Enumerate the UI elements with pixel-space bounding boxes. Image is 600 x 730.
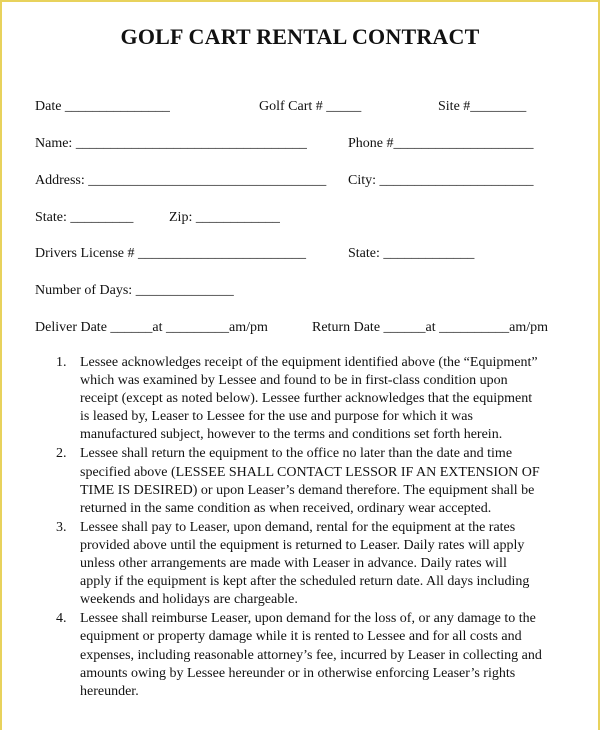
license-state-field[interactable]: State: _____________ (348, 246, 475, 261)
term-line: TIME IS DESIRED) or upon Leaser’s demand therefore. The equipment shall be (80, 482, 535, 498)
term-item (48, 354, 578, 444)
term-line: returned in the same condition as when received, ordinary wear accepted. (80, 500, 492, 516)
deliver-date-field[interactable]: Deliver Date ______at _________am/pm (35, 320, 268, 335)
city-field[interactable]: City: ______________________ (348, 173, 534, 188)
term-item (48, 445, 578, 517)
address-field[interactable]: Address: __________________________________ (35, 173, 327, 188)
term-line: receipt (except as noted below). Lessee further acknowledges that the equipment (80, 391, 533, 407)
term-item (48, 519, 578, 609)
term-line: expenses, including reasonable attorney’s fee, incurred by Leaser in collecting and (80, 647, 542, 663)
terms-list (48, 354, 578, 702)
golf-cart-field[interactable]: Golf Cart # _____ (259, 99, 362, 114)
term-line: specified above (LESSEE SHALL CONTACT LESSOR IF AN EXTENSION OF (80, 464, 540, 480)
term-line: Lessee shall return the equipment to the office no later than the date and time (80, 446, 513, 462)
term-line: is leased by, Leaser to Lessee for the use and purpose for which it was (80, 409, 473, 425)
term-line: unless other arrangements are made with Leaser in advance. Daily rates will (80, 556, 507, 572)
term-line: apply if the equipment is kept after the scheduled return date. All days including (80, 574, 530, 590)
term-line: which was examined by Lessee and found to be in first-class condition upon (80, 373, 508, 389)
term-line: weekends and holidays are chargeable. (80, 592, 298, 608)
number-of-days-field[interactable]: Number of Days: ______________ (35, 283, 234, 298)
term-line: Lessee shall reimburse Leaser, upon demand for the loss of, or any damage to the (80, 611, 536, 627)
state-field[interactable]: State: _________ (35, 210, 134, 225)
date-field[interactable]: Date _______________ (35, 99, 170, 114)
term-number: 1. (56, 355, 67, 370)
site-field[interactable]: Site #________ (438, 99, 527, 114)
term-line: provided above until the equipment is returned to Leaser. Daily rates will apply (80, 537, 525, 553)
term-item (48, 610, 578, 700)
term-number: 4. (56, 611, 67, 627)
term-line: Lessee shall pay to Leaser, upon demand, rental for the equipment at the rates (80, 519, 516, 535)
term-number: 2. (56, 446, 67, 462)
term-line: hereunder. (80, 683, 139, 699)
drivers-license-field[interactable]: Drivers License # ________________________ (35, 246, 307, 261)
return-date-field[interactable]: Return Date ______at __________am/pm (312, 320, 549, 335)
term-line: amounts owing by Lessee hereunder or in otherwise enforcing Leaser’s rights (80, 665, 516, 681)
term-line: Lessee acknowledges receipt of the equipment identified above (the “Equipment” (80, 355, 538, 370)
name-field[interactable]: Name: _________________________________ (35, 136, 307, 151)
phone-field[interactable]: Phone #____________________ (348, 136, 534, 151)
term-line: manufactured subject, however to the terms and conditions set forth herein. (80, 427, 503, 443)
term-line: equipment or property damage while it is rented to Lessee and for all costs and (80, 629, 522, 645)
term-number: 3. (56, 519, 67, 535)
zip-field[interactable]: Zip: ____________ (169, 210, 280, 225)
document-title: GOLF CART RENTAL CONTRACT (120, 24, 480, 49)
